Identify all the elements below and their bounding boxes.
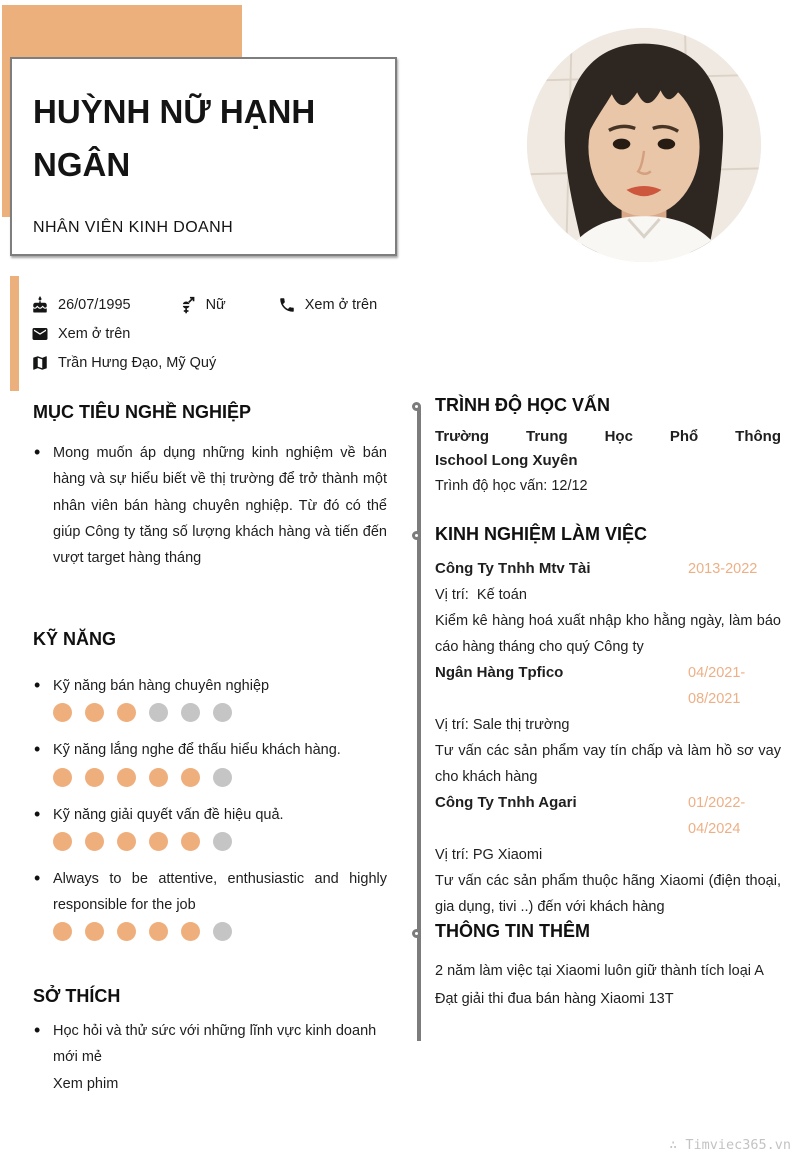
work-description: Tư vấn các sản phẩm thuộc hãng Xiaomi (điện thoại, gia dụng, tivi ..) đến với khách hàng — [435, 873, 781, 915]
experience-entry — [435, 660, 781, 790]
timeline-marker-additional — [412, 929, 421, 938]
phone-icon — [278, 296, 296, 314]
skill-dot — [53, 832, 72, 851]
contact-row-3 — [31, 352, 216, 374]
position: Vị trí: PG Xiaomi — [435, 847, 543, 863]
hobby-item: Xem phim — [53, 1075, 119, 1092]
skill-rating — [33, 768, 387, 787]
position: Vị trí: Kế toán — [435, 587, 527, 603]
skill-dot — [181, 703, 200, 722]
objective-heading: MỤC TIÊU NGHỀ NGHIỆP — [33, 402, 252, 422]
work-period: 2013-2022 — [688, 561, 758, 577]
email-value: Xem ở trên — [58, 326, 131, 342]
skill-rating — [33, 703, 387, 722]
skill-dot — [53, 768, 72, 787]
contact-row-1 — [31, 294, 377, 316]
skill-item — [33, 737, 387, 786]
skill-dot — [85, 768, 104, 787]
objective-text: • Mong muốn áp dụng những kinh nghiệm về bán hàng và sự hiểu biết về thị trường để trở thành một nhân viên bán hàng chuyên nghiệp. Từ đó có thể giúp Công ty tăng số lượng khách hàng và tiến đến vượt target hàng tháng — [33, 440, 387, 571]
profile-photo — [527, 28, 761, 262]
skill-dot — [85, 832, 104, 851]
work-description: Tư vấn các sản phẩm vay tín chấp và làm hồ sơ vay cho khách hàng — [435, 743, 781, 785]
additional-info-section — [435, 921, 781, 1013]
education-section — [435, 395, 781, 498]
work-period: 04/2021- 08/2021 — [688, 665, 746, 707]
gender-value: Nữ — [205, 297, 226, 313]
skill-label: • Kỹ năng giải quyết vấn đề hiệu quả. — [33, 802, 387, 828]
contact-address — [31, 354, 216, 372]
skills-section — [33, 629, 387, 956]
skill-rating — [33, 832, 387, 851]
watermark: ∴ Timviec365.vn — [669, 1137, 791, 1153]
education-school-line1: Trường Trung Học Phổ Thông — [435, 428, 781, 445]
skill-dot — [85, 703, 104, 722]
company-name: Ngân Hàng Tpfico — [435, 664, 564, 681]
skill-dot — [117, 832, 136, 851]
education-detail: Trình độ học vấn: 12/12 — [435, 478, 588, 494]
name-box — [10, 57, 397, 256]
timeline-marker-education — [412, 402, 421, 411]
skill-rating — [33, 922, 387, 941]
address-value: Trần Hưng Đạo, Mỹ Quý — [58, 355, 217, 371]
work-period: 01/2022- 04/2024 — [688, 795, 746, 837]
contact-birthday — [31, 296, 131, 314]
contact-phone — [278, 296, 377, 314]
additional-line: 2 năm làm việc tại Xiaomi luôn giữ thành tích loại A — [435, 963, 764, 979]
skill-label: • Kỹ năng lắng nghe để thấu hiểu khách hàng. — [33, 737, 387, 763]
education-heading: TRÌNH ĐỘ HỌC VẤN — [435, 395, 610, 415]
contact-row-2 — [31, 323, 130, 345]
phone-value: Xem ở trên — [304, 297, 378, 313]
skill-dot — [213, 703, 232, 722]
skill-dot — [181, 832, 200, 851]
skill-dot — [213, 768, 232, 787]
company-name: Công Ty Tnhh Mtv Tài — [435, 560, 591, 577]
timeline-line — [417, 407, 421, 1041]
email-icon — [31, 325, 49, 343]
experience-entry — [435, 556, 781, 660]
skills-heading: KỸ NĂNG — [33, 629, 117, 649]
skill-dot — [117, 768, 136, 787]
education-school-line2: Ischool Long Xuyên — [435, 452, 578, 469]
birthday-cake-icon — [31, 296, 49, 314]
skill-label: • Kỹ năng bán hàng chuyên nghiệp — [33, 673, 387, 699]
skill-dot — [149, 832, 168, 851]
skill-dot — [213, 922, 232, 941]
position: Vị trí: Sale thị trường — [435, 717, 570, 733]
experience-entry — [435, 790, 781, 920]
skill-dot — [213, 832, 232, 851]
skill-dot — [181, 922, 200, 941]
skill-item — [33, 673, 387, 722]
experience-heading: KINH NGHIỆM LÀM VIỆC — [435, 524, 648, 544]
objective-section — [33, 402, 387, 571]
skill-dot — [53, 922, 72, 941]
skill-dot — [149, 768, 168, 787]
hobbies-section — [33, 986, 387, 1097]
contact-gender — [179, 296, 226, 314]
contact-accent-bar — [10, 276, 19, 391]
skill-dot — [149, 703, 168, 722]
candidate-name: HUỲNH NỮ HẠNH NGÂN — [33, 93, 316, 183]
skill-dot — [117, 703, 136, 722]
additional-heading: THÔNG TIN THÊM — [435, 921, 590, 941]
timeline-marker-experience — [412, 531, 421, 540]
gender-icon — [179, 296, 197, 314]
profile-photo-illustration — [527, 28, 761, 262]
work-description: Kiểm kê hàng hoá xuất nhập kho hằng ngày, làm báo cáo hàng tháng cho quý Công ty — [435, 613, 781, 655]
skill-dot — [149, 922, 168, 941]
skill-item — [33, 866, 387, 942]
hobby-item: • Học hỏi và thử sức với những lĩnh vực kinh doanh mới mẻ — [33, 1018, 387, 1071]
skill-dot — [53, 703, 72, 722]
skill-item — [33, 802, 387, 851]
company-name: Công Ty Tnhh Agari — [435, 794, 577, 811]
skill-label: • Always to be attentive, enthusiastic and highly responsible for the job — [33, 866, 387, 919]
birthday-value: 26/07/1995 — [58, 297, 131, 313]
hobbies-heading: SỞ THÍCH — [33, 986, 121, 1006]
job-title: NHÂN VIÊN KINH DOANH — [33, 219, 234, 236]
experience-section — [435, 524, 781, 920]
skill-dot — [85, 922, 104, 941]
skill-dot — [117, 922, 136, 941]
contact-email — [31, 325, 130, 343]
additional-line: Đạt giải thi đua bán hàng Xiaomi 13T — [435, 990, 674, 1007]
map-icon — [31, 354, 49, 372]
skill-dot — [181, 768, 200, 787]
